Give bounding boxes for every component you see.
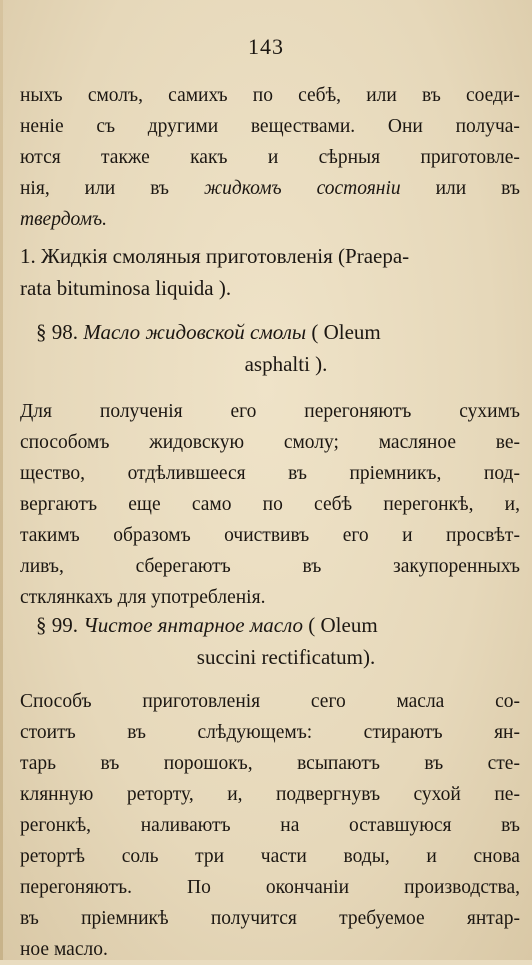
text-line: вергаютъ еще само по себѣ перегонкѣ, и, xyxy=(20,494,520,515)
paragraph-1 xyxy=(20,80,520,235)
text-line: тарь въ порошокъ, всыпаютъ въ сте- xyxy=(20,753,520,774)
text-line: нія, или въ жидкомъ состояніи или въ xyxy=(20,178,520,199)
section-number: § 98. xyxy=(36,320,78,344)
text-line: клянную реторту, и, подвергнувъ сухой пе- xyxy=(20,784,520,805)
page-left-edge xyxy=(0,0,3,960)
section-heading-99: § 99. Чистое янтарное масло ( Oleum succini rectificatum). xyxy=(36,613,378,669)
paragraph-98 xyxy=(20,396,520,613)
text-line: регонкѣ, наливаютъ на оставшуюся въ xyxy=(20,815,520,836)
text-line: ются также какъ и сѣрныя приготовле- xyxy=(20,147,520,168)
section-number: § 99. xyxy=(36,613,78,637)
subsection-heading: 1. Жидкія смоляныя приготовленія (Praepa- rata bituminosa liquida ). xyxy=(20,244,410,300)
text-line: Для полученія его перегоняютъ сухимъ xyxy=(20,401,520,422)
text-line: Способъ приготовленія сего масла со- xyxy=(20,691,520,712)
section-heading-98: § 98. Масло жидовской смолы ( Oleum asphalti ). xyxy=(36,320,381,376)
section-title: Чистое янтарное масло xyxy=(83,613,304,637)
text-line: въ пріемникѣ получится требуемое янтар- xyxy=(20,908,520,929)
text-line: ретортѣ соль три части воды, и снова xyxy=(20,846,520,867)
page-number: 143 xyxy=(248,34,284,59)
text-line: такимъ образомъ очиствивъ его и просвѣт- xyxy=(20,525,520,546)
paragraph-99 xyxy=(20,686,520,965)
text-line: стклянкахъ для употребленія. xyxy=(20,587,266,608)
text-line: ливъ, сберегаютъ въ закупоренныхъ xyxy=(20,556,520,577)
text-line: ныхъ смолъ, самихъ по себѣ, или въ соеди- xyxy=(20,85,520,106)
text-line: перегоняютъ. По окончаніи производства, xyxy=(20,877,520,898)
text-line: неніе съ другими веществами. Они получа- xyxy=(20,116,520,137)
section-title: Масло жидовской смолы xyxy=(83,320,307,344)
text-line: способомъ жидовскую смолу; масляное ве- xyxy=(20,432,520,453)
text-line: ное масло. xyxy=(20,939,108,960)
text-line: стоитъ въ слѣдующемъ: стираютъ ян- xyxy=(20,722,520,743)
text-line: твердомъ. xyxy=(20,209,108,230)
text-line: щество, отдѣлившееся въ пріемникъ, под- xyxy=(20,463,520,484)
